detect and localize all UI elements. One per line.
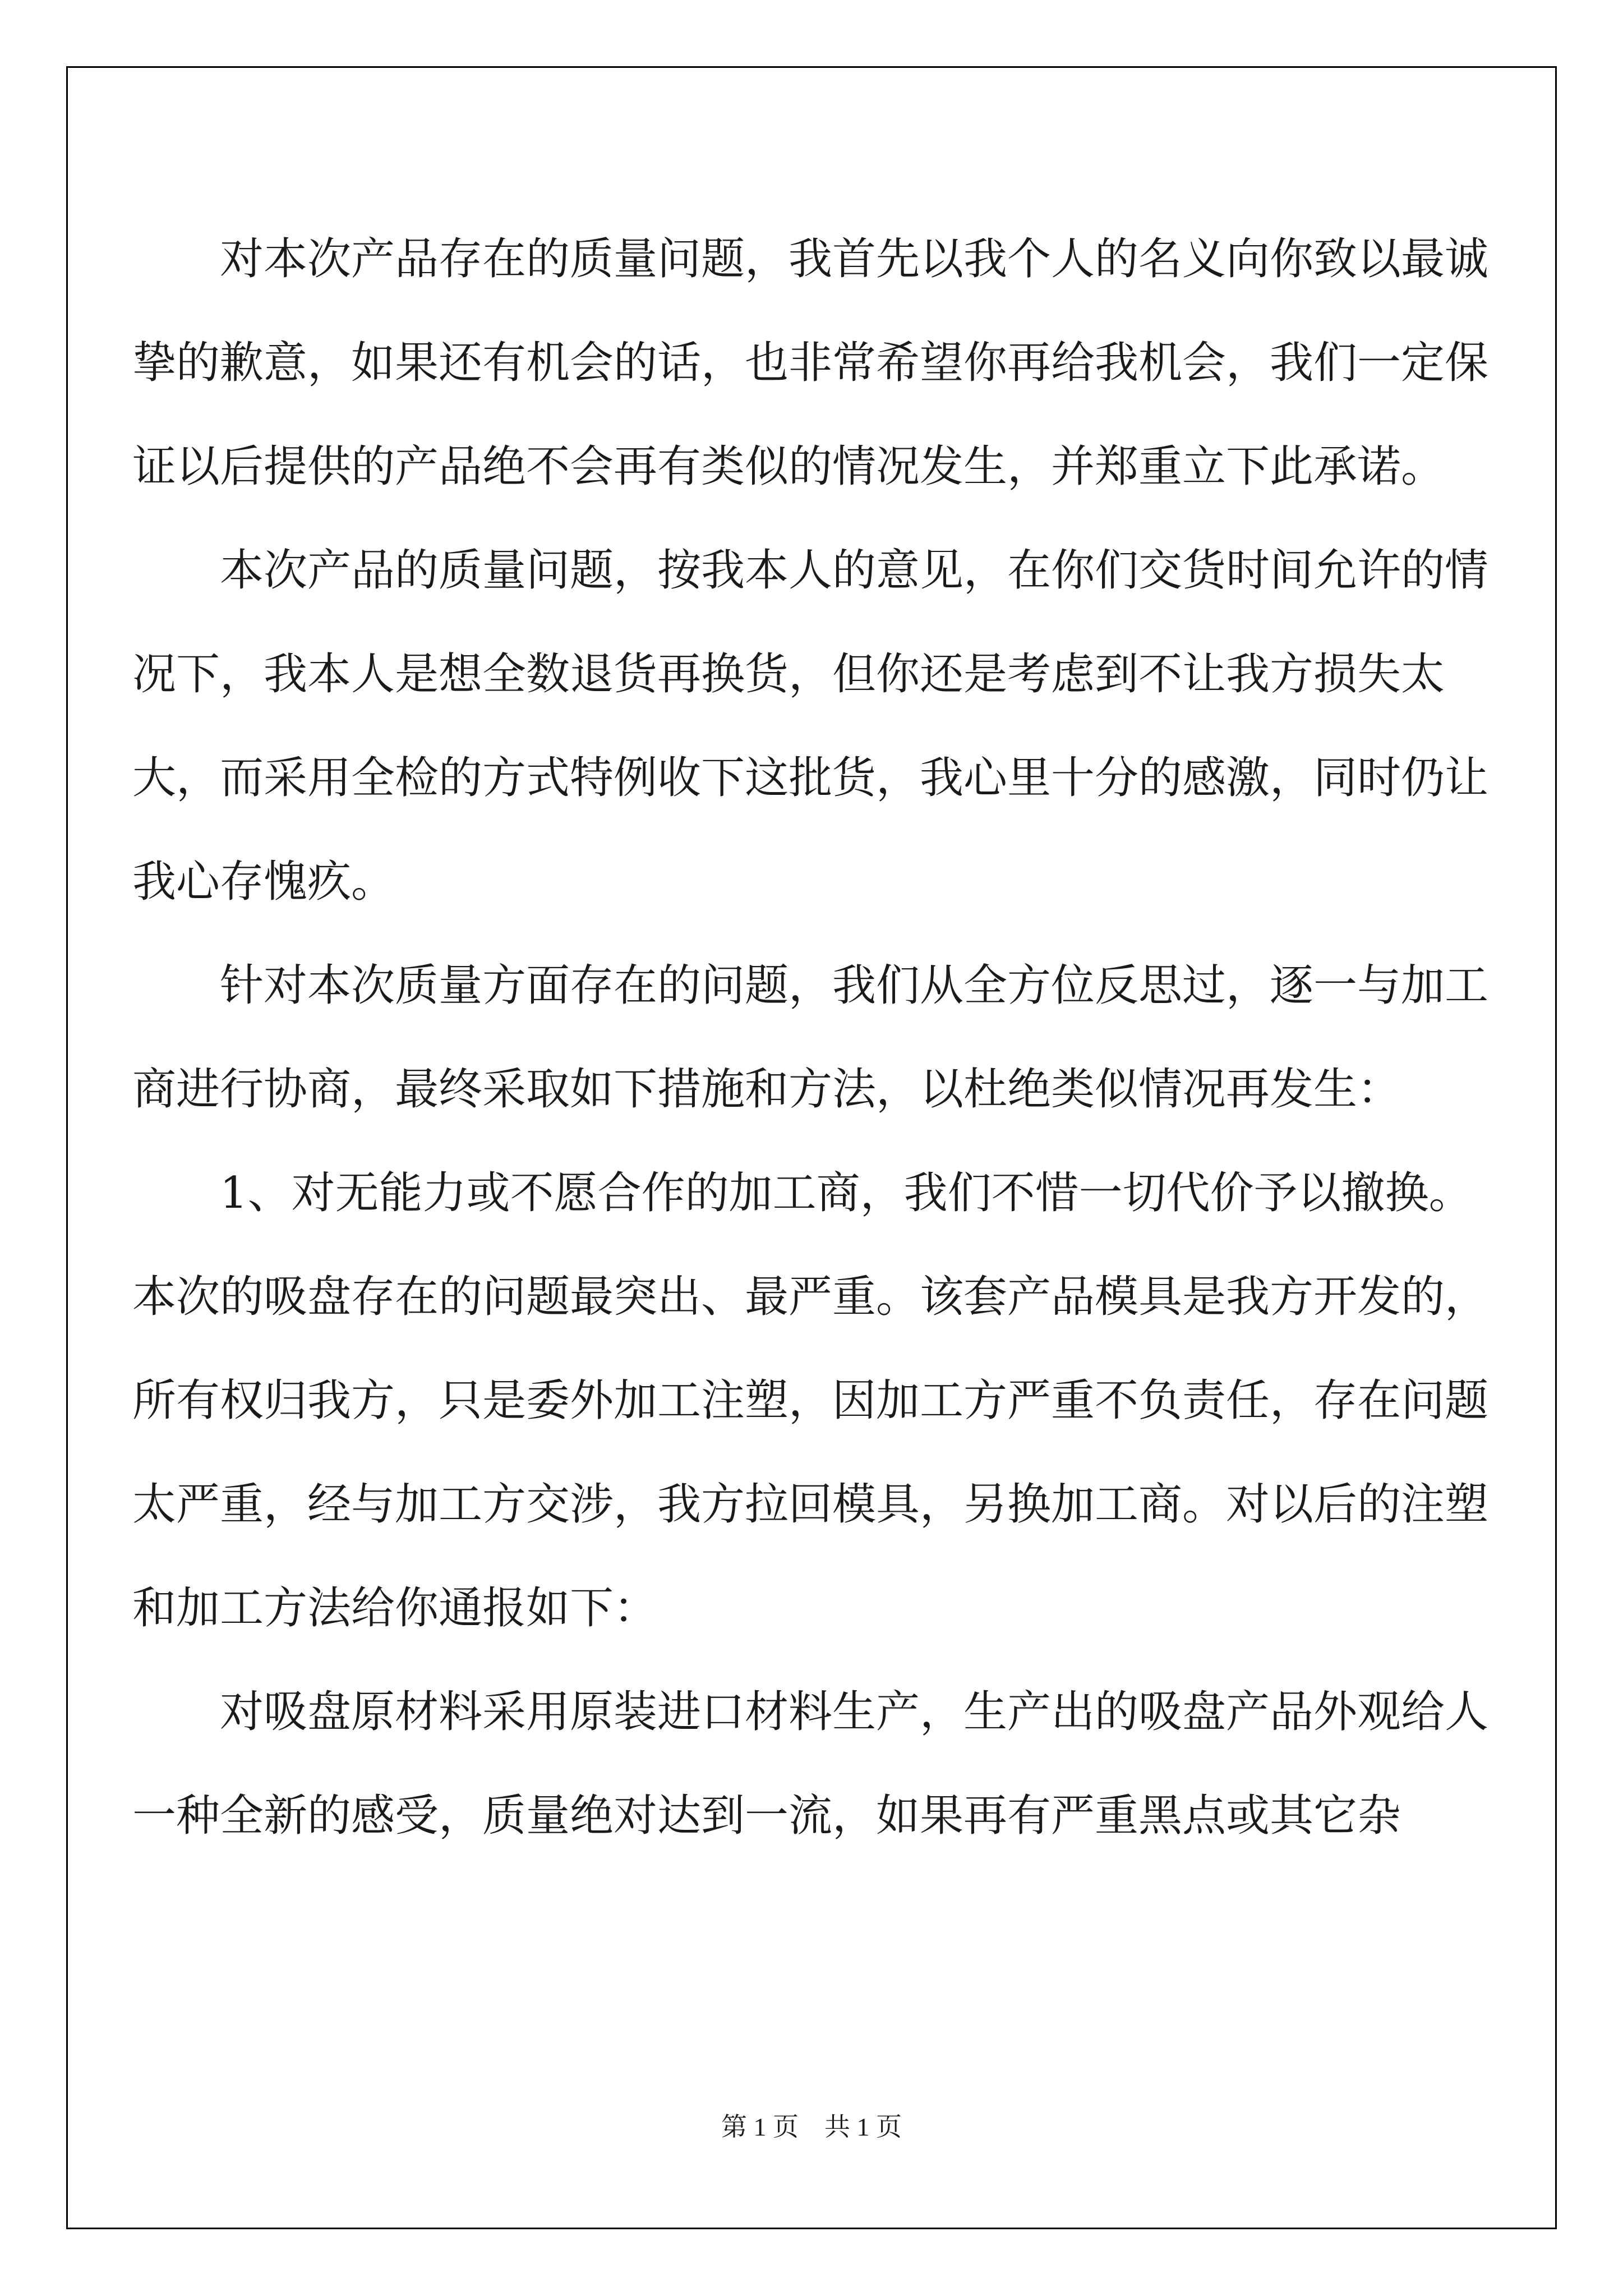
paragraph-3: 针对本次质量方面存在的问题，我们从全方位反思过，逐一与加工商进行协商，最终采取如下措施和方法，以杜绝类似情况再发生： [132,960,1489,1115]
paragraph-5: 对吸盘原材料采用原装进口材料生产，生产出的吸盘产品外观给人一种全新的感受，质量绝对达到一流，如果再有严重黑点或其它杂 [132,1687,1489,1841]
paragraph-1: 对本次产品存在的质量问题，我首先以我个人的名义向你致以最诚挚的歉意，如果还有机会的话，也非常希望你再给我机会，我们一定保证以后提供的产品绝不会再有类似的情况发生，并郑重立下此承诺。 [132,234,1489,492]
paragraph-4: 1、对无能力或不愿合作的加工商，我们不惜一切代价予以撤换。本次的吸盘存在的问题最突出、最严重。该套产品模具是我方开发的，所有权归我方，只是委外加工注塑，因加工方严重不负责任，存在问题太严重，经与加工方交涉，我方拉回模具，另换加工商。对以后的注塑和加工方法给你通报如下： [132,1168,1489,1634]
page-footer: 第 1 页 共 1 页 [721,2113,902,2141]
paragraph-2: 本次产品的质量问题，按我本人的意见，在你们交货时间允许的情况下，我本人是想全数退货再换货，但你还是考虑到不让我方损失太大，而采用全检的方式特例收下这批货，我心里十分的感激，同时仍让我心存愧疚。 [132,545,1489,907]
document-body [132,208,1490,1868]
